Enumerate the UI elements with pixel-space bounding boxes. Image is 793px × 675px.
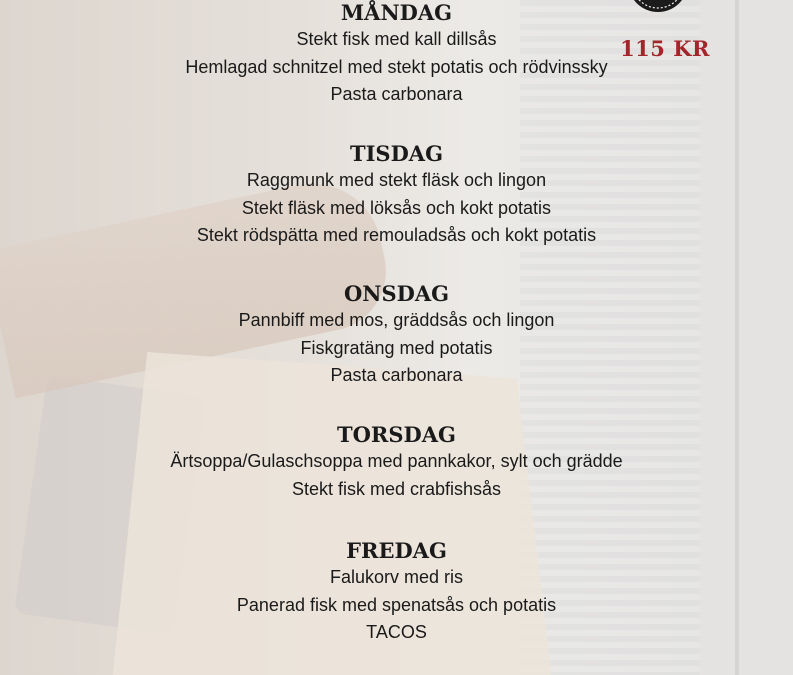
day-monday [0, 0, 793, 109]
dish-item: Raggmunk med stekt fläsk och lingon [246, 170, 547, 190]
dish-item: Pannbiff med mos, gräddsås och lingon [238, 310, 555, 330]
day-title: FREDAG [346, 538, 447, 563]
dish-item: Stekt fläsk med löksås och kokt potatis [241, 197, 552, 218]
day-title: TISDAG [349, 141, 444, 166]
dish-item: Ärtsoppa/Gulaschsoppa med pannkakor, sylt och grädde [170, 451, 623, 471]
dish-item: Falukorv med ris [329, 567, 464, 587]
dish-item: Hemlagad schnitzel med stekt potatis och rödvinssky [185, 56, 608, 77]
dish-item: Stekt rödspätta med remouladsås och kokt potatis [196, 225, 597, 245]
dish-item: Pasta carbonara [330, 365, 463, 385]
day-thursday [0, 422, 793, 503]
dish-item: Stekt fisk med kall dillsås [296, 29, 497, 49]
price-label: 115 KR [620, 36, 710, 61]
dish-item: Stekt fisk med crabfishsås [291, 478, 502, 499]
dish-item: TACOS [366, 622, 427, 642]
day-title: MÅNDAG [340, 0, 453, 25]
day-title: ONSDAG [343, 281, 450, 306]
dish-item: Pasta carbonara [330, 84, 463, 104]
dish-item: Fiskgratäng med potatis [300, 337, 493, 358]
day-title: TORSDAG [337, 422, 456, 447]
day-friday [0, 538, 793, 647]
dish-item: Panerad fisk med spenatsås och potatis [236, 594, 557, 615]
day-wednesday [0, 281, 793, 390]
day-tuesday [0, 141, 793, 250]
